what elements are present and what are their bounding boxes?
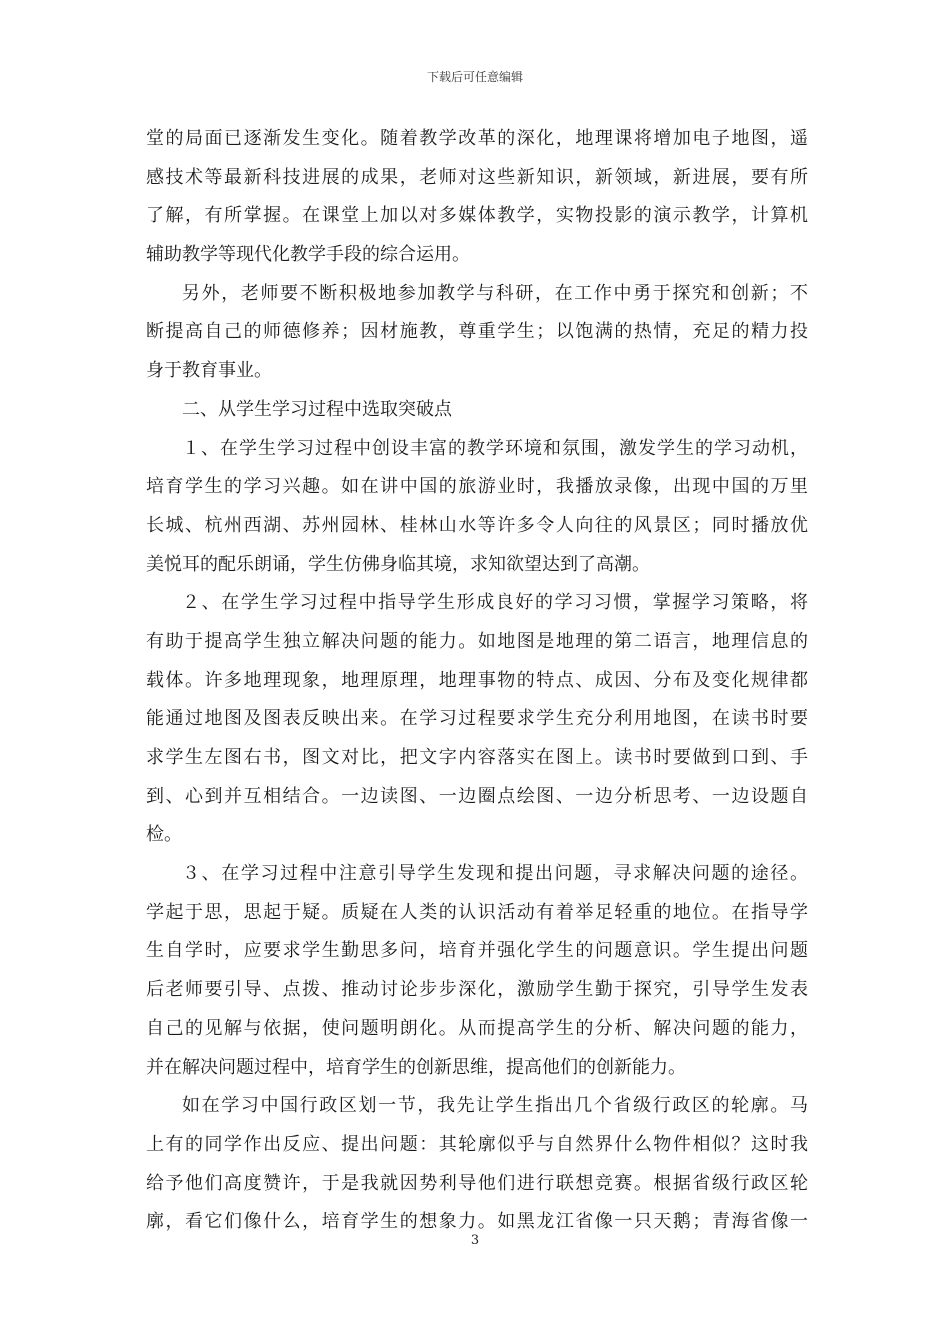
text-line: 长城、杭州西湖、苏州园林、桂林山水等许多令人向往的风景区；同时播放优 (146, 514, 808, 536)
page-number: 3 (470, 1233, 480, 1248)
text-line: 了解，有所掌握。在课堂上加以对多媒体教学，实物投影的演示教学，计算机 (146, 205, 808, 227)
text-line: 载体。许多地理现象，地理原理，地理事物的特点、成因、分布及变化规律都 (146, 669, 808, 691)
text-line: 断提高自己的师德修养；因材施教，尊重学生；以饱满的热情，充足的精力投 (146, 321, 808, 343)
page-header: 下载后可任意编辑 (426, 70, 523, 84)
text-line: 有助于提高学生独立解决问题的能力。如地图是地理的第二语言，地理信息的 (146, 630, 808, 652)
text-line: １、在学生学习过程中创设丰富的教学环境和氛围，激发学生的学习动机， (182, 437, 808, 459)
text-line: 身于教育事业。 (146, 360, 272, 382)
text-line: 廓，看它们像什么，培育学生的想象力。如黑龙江省像一只天鹅；青海省像一 (146, 1211, 808, 1233)
text-line: 辅助教学等现代化教学手段的综合运用。 (146, 244, 470, 266)
text-line: 求学生左图右书，图文对比，把文字内容落实在图上。读书时要做到口到、手 (146, 747, 808, 768)
text-line: 堂的局面已逐渐发生变化。随着教学改革的深化，地理课将增加电子地图，遥 (146, 128, 808, 149)
text-line: 生自学时，应要求学生勤思多问，培育并强化学生的问题意识。学生提出问题 (146, 940, 808, 962)
text-line: 学起于思，思起于疑。质疑在人类的认识活动有着举足轻重的地位。在指导学 (146, 901, 808, 923)
text-line: 后老师要引导、点拨、推动讨论步步深化，激励学生勤于探究，引导学生发表 (146, 979, 808, 1001)
text-line: 给予他们高度赞许，于是我就因势利导他们进行联想竞赛。根据省级行政区轮 (146, 1172, 808, 1194)
text-line: 检。 (146, 824, 182, 846)
text-line: 感技术等最新科技进展的成果，老师对这些新知识，新领域，新进展，要有所 (146, 166, 808, 188)
text-line: 到、心到并互相结合。一边读图、一边圈点绘图、一边分析思考、一边设题自 (146, 785, 808, 807)
text-line: 并在解决问题过程中，培育学生的创新思维，提高他们的创新能力。 (146, 1056, 686, 1078)
text-line: 二、从学生学习过程中选取突破点 (182, 398, 452, 420)
text-line: ２、在学生学习过程中指导学生形成良好的学习习惯，掌握学习策略，将 (182, 592, 808, 614)
text-line: 自己的见解与依据，使问题明朗化。从而提高学生的分析、解决问题的能力， (146, 1017, 808, 1039)
text-line: 另外，老师要不断积极地参加教学与科研，在工作中勇于探究和创新；不 (182, 282, 808, 304)
text-line: 能通过地图及图表反映出来。在学习过程要求学生充分利用地图，在读书时要 (146, 708, 808, 730)
text-line: 美悦耳的配乐朗诵，学生仿佛身临其境，求知欲望达到了高潮。 (146, 553, 650, 575)
text-line: ３、在学习过程中注意引导学生发现和提出问题，寻求解决问题的途径。 (182, 863, 808, 885)
text-line: 上有的同学作出反应、提出问题：其轮廓似乎与自然界什么物件相似？这时我 (146, 1133, 808, 1155)
document-body (146, 120, 808, 1242)
text-line: 培育学生的学习兴趣。如在讲中国的旅游业时，我播放录像，出现中国的万里 (146, 476, 808, 498)
text-line: 如在学习中国行政区划一节，我先让学生指出几个省级行政区的轮廓。马 (182, 1095, 808, 1117)
